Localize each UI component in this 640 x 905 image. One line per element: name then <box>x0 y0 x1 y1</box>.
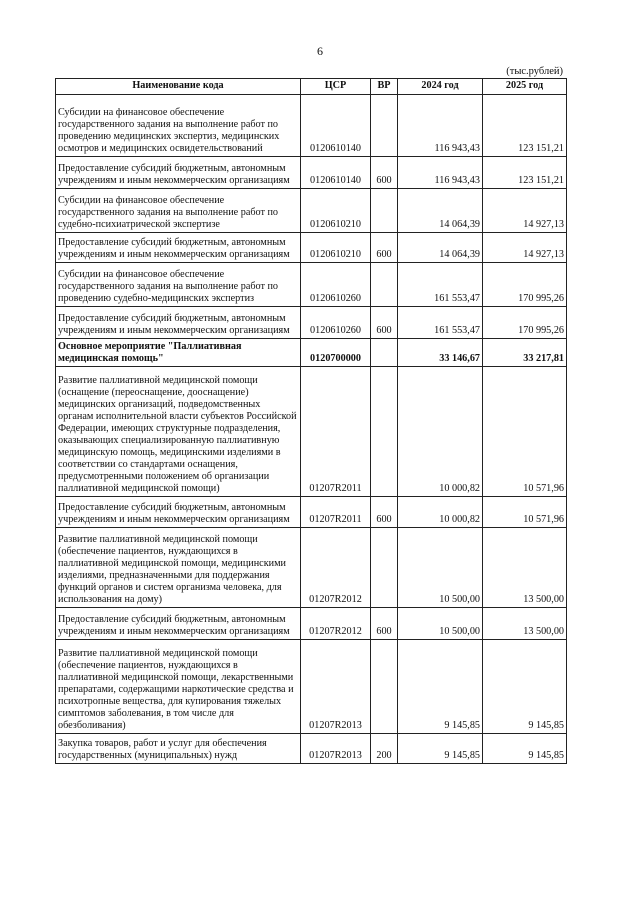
row-2024: 116 943,43 <box>398 157 483 189</box>
table-row <box>56 95 567 157</box>
row-csr: 0120610140 <box>301 95 371 157</box>
header-csr: ЦСР <box>301 79 371 95</box>
table-row <box>56 263 567 307</box>
row-name: Предоставление субсидий бюджетным, автономным учреждениям и иным некоммерческим организациям <box>56 497 301 528</box>
row-2024: 14 064,39 <box>398 233 483 263</box>
row-2024: 10 500,00 <box>398 608 483 640</box>
row-vr: 600 <box>371 307 398 339</box>
row-csr: 01207R2013 <box>301 640 371 734</box>
row-vr: 600 <box>371 233 398 263</box>
row-2025: 123 151,21 <box>483 157 567 189</box>
row-name: Предоставление субсидий бюджетным, автономным учреждениям и иным некоммерческим организациям <box>56 307 301 339</box>
row-2025: 13 500,00 <box>483 528 567 608</box>
row-2025: 14 927,13 <box>483 233 567 263</box>
row-name: Предоставление субсидий бюджетным, автономным учреждениям и иным некоммерческим организациям <box>56 233 301 263</box>
table-row <box>56 233 567 263</box>
row-vr <box>371 189 398 233</box>
row-vr: 600 <box>371 157 398 189</box>
row-2025: 10 571,96 <box>483 497 567 528</box>
table-row <box>56 339 567 367</box>
row-vr <box>371 263 398 307</box>
row-2024: 33 146,67 <box>398 339 483 367</box>
row-2025: 9 145,85 <box>483 734 567 764</box>
row-2024: 161 553,47 <box>398 263 483 307</box>
row-2024: 10 500,00 <box>398 528 483 608</box>
row-name: Развитие паллиативной медицинской помощи (обеспечение пациентов, нуждающихся в паллиативной медицинской помощи, лекарственными препаратами, содержащими наркотические средства и психотропные вещества, для купирования тяжелых симптомов заболевания, в том числе для обезболивания) <box>56 640 301 734</box>
row-name: Основное мероприятие "Паллиативная медицинская помощь" <box>56 339 301 367</box>
row-csr: 0120610140 <box>301 157 371 189</box>
header-name: Наименование кода <box>56 79 301 95</box>
table-row <box>56 528 567 608</box>
row-csr: 01207R2011 <box>301 367 371 497</box>
row-2025: 13 500,00 <box>483 608 567 640</box>
table-header-row <box>56 79 567 95</box>
row-csr: 01207R2011 <box>301 497 371 528</box>
row-vr <box>371 528 398 608</box>
table-body <box>56 95 567 764</box>
row-vr: 600 <box>371 608 398 640</box>
budget-table <box>55 78 567 764</box>
row-name: Субсидии на финансовое обеспечение государственного задания на выполнение работ по проведению судебно-медицинских экспертиз <box>56 263 301 307</box>
table-row <box>56 367 567 497</box>
table-row <box>56 497 567 528</box>
row-name: Предоставление субсидий бюджетным, автономным учреждениям и иным некоммерческим организациям <box>56 608 301 640</box>
table-row <box>56 189 567 233</box>
row-name: Субсидии на финансовое обеспечение государственного задания на выполнение работ по проведению медицинских экспертиз, медицинских осмотров и медицинских освидетельствований <box>56 95 301 157</box>
row-name: Субсидии на финансовое обеспечение государственного задания на выполнение работ по судебно-психиатрической экспертизе <box>56 189 301 233</box>
header-2025: 2025 год <box>483 79 567 95</box>
row-name: Развитие паллиативной медицинской помощи (обеспечение пациентов, нуждающихся в паллиативной медицинской помощи, медицинскими изделиями, предназначенными для поддержания функций органов и систем организма человека, для использования на дому) <box>56 528 301 608</box>
row-csr: 0120610260 <box>301 307 371 339</box>
row-2024: 10 000,82 <box>398 497 483 528</box>
row-2025: 9 145,85 <box>483 640 567 734</box>
row-csr: 0120610260 <box>301 263 371 307</box>
table-row <box>56 608 567 640</box>
table-row <box>56 307 567 339</box>
row-csr: 0120700000 <box>301 339 371 367</box>
row-csr: 0120610210 <box>301 233 371 263</box>
row-csr: 01207R2013 <box>301 734 371 764</box>
row-2024: 116 943,43 <box>398 95 483 157</box>
row-vr <box>371 367 398 497</box>
row-2025: 10 571,96 <box>483 367 567 497</box>
header-2024: 2024 год <box>398 79 483 95</box>
row-2024: 9 145,85 <box>398 640 483 734</box>
table-row <box>56 640 567 734</box>
row-2025: 170 995,26 <box>483 263 567 307</box>
row-2024: 14 064,39 <box>398 189 483 233</box>
row-vr: 600 <box>371 497 398 528</box>
row-2025: 170 995,26 <box>483 307 567 339</box>
row-vr <box>371 95 398 157</box>
row-csr: 01207R2012 <box>301 528 371 608</box>
row-2024: 161 553,47 <box>398 307 483 339</box>
row-vr: 200 <box>371 734 398 764</box>
row-2025: 33 217,81 <box>483 339 567 367</box>
row-name: Закупка товаров, работ и услуг для обеспечения государственных (муниципальных) нужд <box>56 734 301 764</box>
row-2025: 123 151,21 <box>483 95 567 157</box>
row-name: Предоставление субсидий бюджетным, автономным учреждениям и иным некоммерческим организациям <box>56 157 301 189</box>
page-number: 6 <box>317 44 323 58</box>
row-vr <box>371 339 398 367</box>
units-label: (тыс.рублей) <box>506 66 563 77</box>
row-2024: 10 000,82 <box>398 367 483 497</box>
table-row <box>56 734 567 764</box>
row-2025: 14 927,13 <box>483 189 567 233</box>
row-2024: 9 145,85 <box>398 734 483 764</box>
row-csr: 0120610210 <box>301 189 371 233</box>
row-csr: 01207R2012 <box>301 608 371 640</box>
table-row <box>56 157 567 189</box>
row-name: Развитие паллиативной медицинской помощи (оснащение (переоснащение, дооснащение) медицинских организаций, подведомственных органам исполнительной власти субъектов Российской Федерации, имеющих структурные подразделения, оказывающих специализированную паллиативную медицинскую помощь, медицинскими изделиями в соответствии со стандартами оснащения, предусмотренными положением об организации паллиативной медицинской помощи) <box>56 367 301 497</box>
row-vr <box>371 640 398 734</box>
header-vr: ВР <box>371 79 398 95</box>
